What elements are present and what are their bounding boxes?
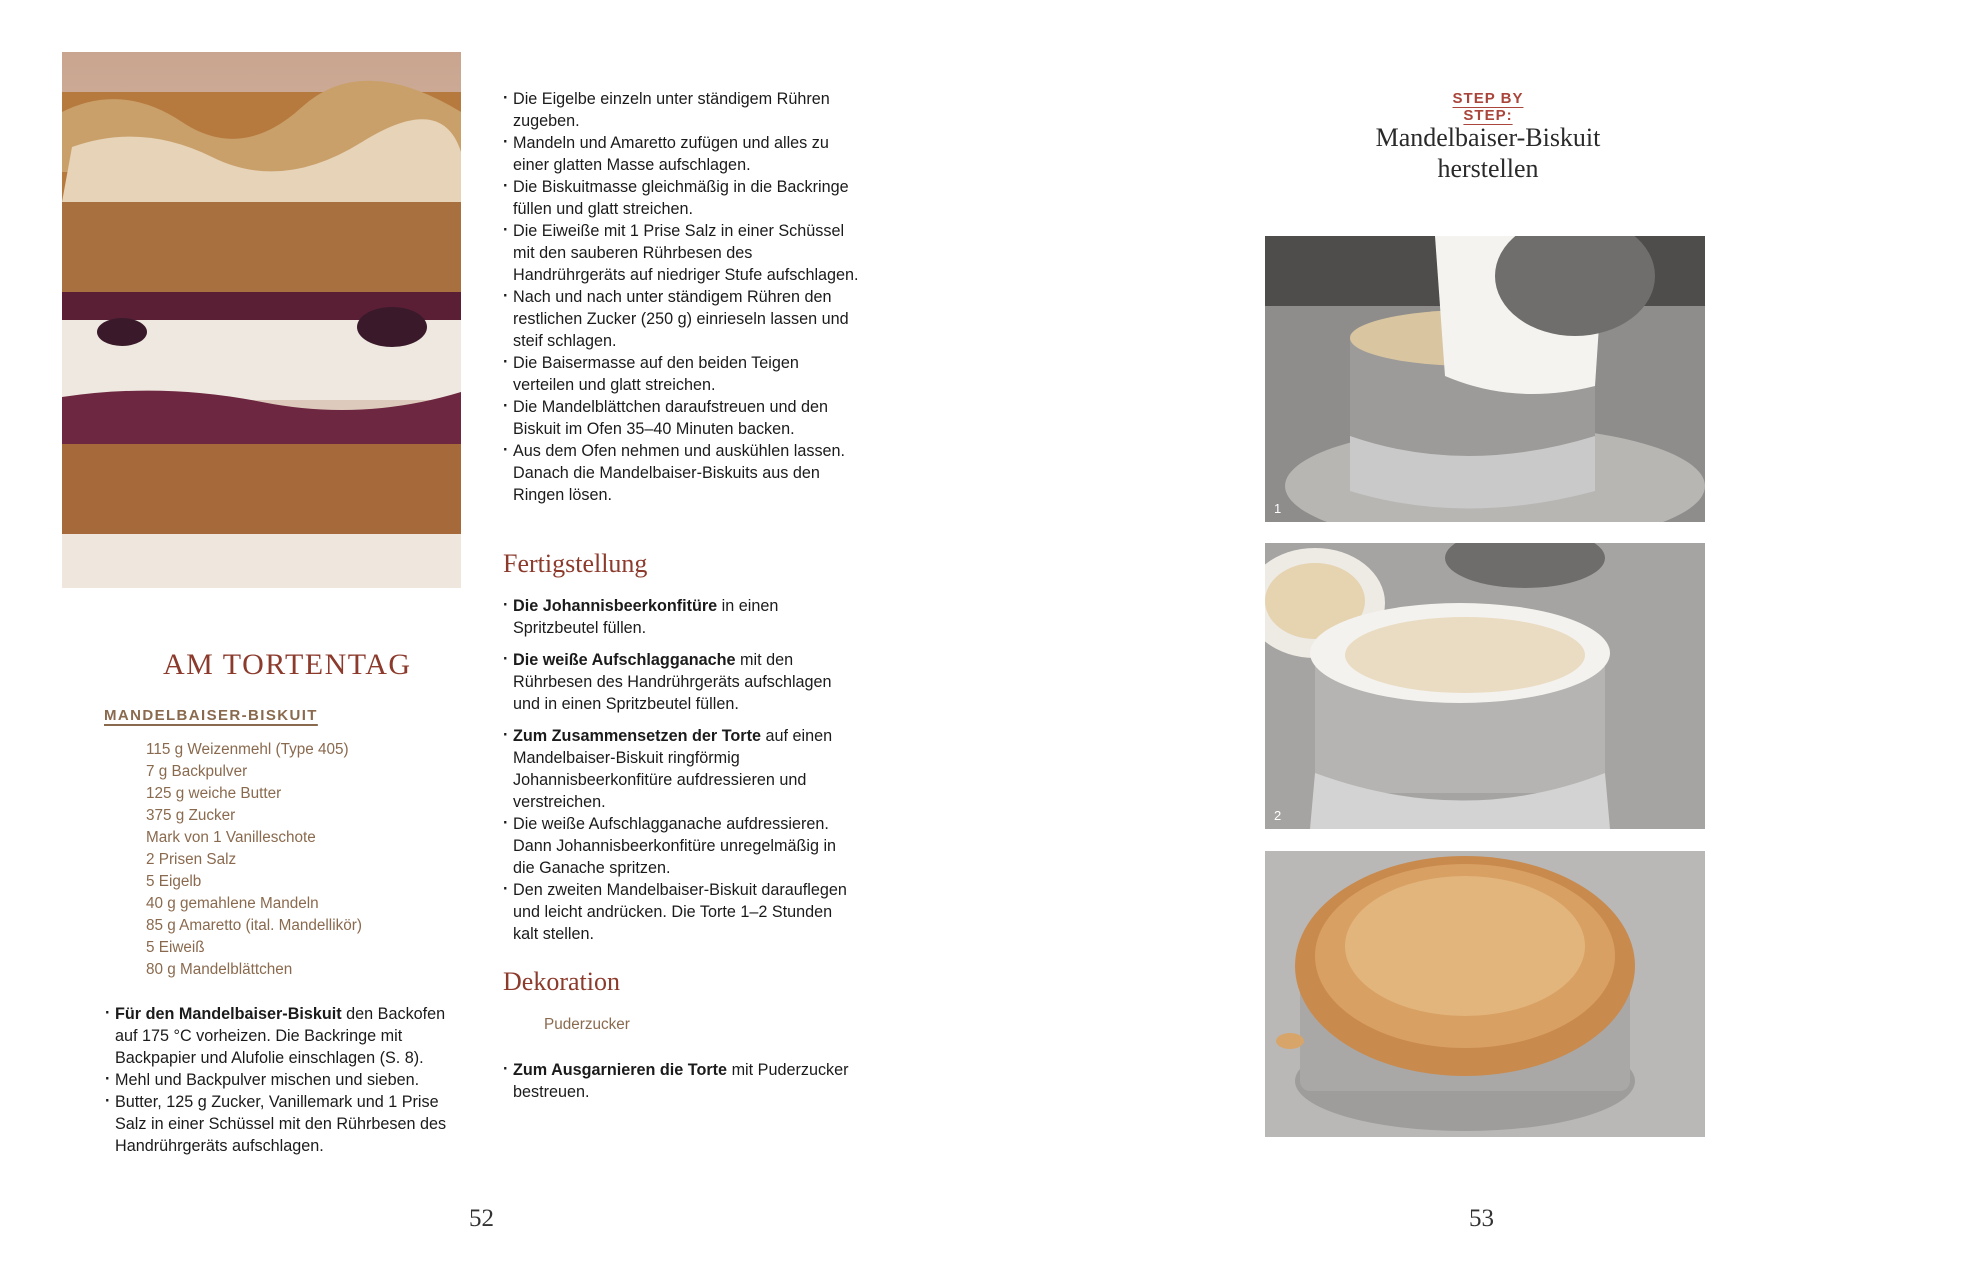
ingredient-item: 80 g Mandelblättchen xyxy=(146,961,293,978)
heading-fertigstellung: Fertigstellung xyxy=(503,549,648,578)
step-photo-meringue-pouring xyxy=(1265,236,1705,522)
ingredient-item: 7 g Backpulver xyxy=(146,763,248,780)
ingredient-item: 5 Eiweiß xyxy=(146,939,205,956)
title-line-1: Mandelbaiser-Biskuit xyxy=(1375,123,1601,152)
step-by-step-kicker: STEP BY STEP: xyxy=(1452,90,1524,124)
step-item: · Aus dem Ofen nehmen und auskühlen lassen. Danach die Mandelbaiser-Biskuits aus den Ringen lösen. xyxy=(503,440,861,506)
subheading-biskuit: MANDELBAISER-BISKUIT xyxy=(104,707,318,724)
step-item: · Die Johannisbeerkonfitüre in einen Spritzbeutel füllen. xyxy=(503,595,861,639)
step-item: · Die weiße Aufschlagganache mit den Rührbesen des Handrührgeräts aufschlagen und in einen Spritzbeutel füllen. xyxy=(503,649,861,715)
ingredient-item: 115 g Weizenmehl (Type 405) xyxy=(146,741,349,758)
step-item: · Butter, 125 g Zucker, Vanillemark und 1 Prise Salz in einer Schüssel mit den Rührbesen des Handrührgeräts aufschlagen. xyxy=(105,1091,467,1157)
step-photo-baked-biskuit xyxy=(1265,851,1705,1137)
step-item: · Die Biskuitmasse gleichmäßig in die Backringe füllen und glatt streichen. xyxy=(503,176,861,220)
ingredient-item: 40 g gemahlene Mandeln xyxy=(146,895,319,912)
left-step-list xyxy=(105,1003,467,1157)
middle-step-list xyxy=(503,88,861,506)
ingredient-item: 375 g Zucker xyxy=(146,807,236,824)
step-photo-almonds-scattered xyxy=(1265,543,1705,829)
section-title: AM TORTENTAG xyxy=(163,648,412,681)
step-item: · Für den Mandelbaiser-Biskuit den Backofen auf 175 °C vorheizen. Die Backringe mit Backpapier und Alufolie einschlagen (S. 8). xyxy=(105,1003,467,1069)
step-item: · Mehl und Backpulver mischen und sieben. xyxy=(105,1069,467,1091)
decoration-ingredient: Puderzucker xyxy=(544,1016,630,1033)
step-photo-label: 2 xyxy=(1274,808,1282,823)
ingredient-item: 2 Prisen Salz xyxy=(146,851,237,868)
ingredient-item: 5 Eigelb xyxy=(146,873,202,890)
ingredient-item: Mark von 1 Vanilleschote xyxy=(146,829,316,846)
step-item: · Die Mandelblättchen daraufstreuen und den Biskuit im Ofen 35–40 Minuten backen. xyxy=(503,396,861,440)
ingredient-item: 125 g weiche Butter xyxy=(146,785,282,802)
step-item: · Nach und nach unter ständigem Rühren den restlichen Zucker (250 g) einrieseln lassen und steif schlagen. xyxy=(503,286,861,352)
step-item: · Die Eigelbe einzeln unter ständigem Rühren zugeben. xyxy=(503,88,861,132)
ingredient-list xyxy=(146,739,362,981)
step-item: · Die weiße Aufschlagganache aufdressieren. Dann Johannisbeerkonfitüre unregelmäßig in die Ganache spritzen. xyxy=(503,813,861,879)
step-item: · Zum Ausgarnieren die Torte mit Puderzucker bestreuen. xyxy=(503,1059,861,1103)
step-item: · Den zweiten Mandelbaiser-Biskuit darauflegen und leicht andrücken. Die Torte 1–2 Stunden kalt stellen. xyxy=(503,879,861,945)
page-number-right: 53 xyxy=(1469,1205,1494,1232)
cake-cross-section-photo xyxy=(62,52,461,588)
step-item: · Mandeln und Amaretto zufügen und alles zu einer glatten Masse aufschlagen. xyxy=(503,132,861,176)
step-item: · Die Eiweiße mit 1 Prise Salz in einer Schüssel mit den sauberen Rührbesen des Handrührgeräts auf niedriger Stufe aufschlagen. xyxy=(503,220,861,286)
step-by-step-title xyxy=(1338,122,1638,184)
step-photo-label: 1 xyxy=(1274,501,1282,516)
page-number-left: 52 xyxy=(469,1205,494,1232)
decoration-step-list xyxy=(503,1059,861,1103)
title-line-2: herstellen xyxy=(1437,154,1539,183)
step-item: · Die Baisermasse auf den beiden Teigen verteilen und glatt streichen. xyxy=(503,352,861,396)
finishing-step-list xyxy=(503,595,861,945)
heading-dekoration: Dekoration xyxy=(503,967,620,996)
step-item: · Zum Zusammensetzen der Torte auf einen Mandelbaiser-Biskuit ringförmig Johannisbeerkonfitüre aufdressieren und verstreichen. xyxy=(503,725,861,813)
ingredient-item: 85 g Amaretto (ital. Mandellikör) xyxy=(146,917,362,934)
